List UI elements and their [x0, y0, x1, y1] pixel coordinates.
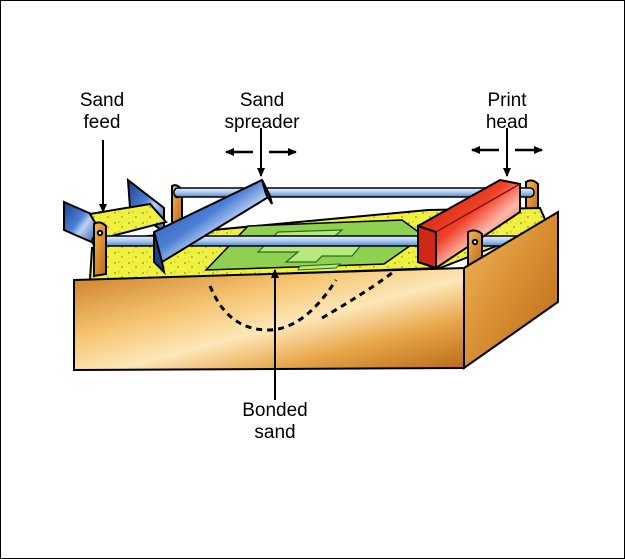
- label-bonded-sand: [232, 400, 318, 444]
- label-bonded-sand-line1: Bonded: [242, 400, 308, 421]
- label-sand-feed-line2: feed: [83, 112, 121, 133]
- label-sand-spreader-line1: Sand: [239, 90, 285, 111]
- label-print-head-line1: Print: [487, 90, 527, 111]
- label-sand-spreader: [214, 90, 310, 134]
- label-bonded-sand-line2: sand: [254, 422, 296, 443]
- motion-arrows: [226, 150, 542, 152]
- label-print-head-line2: head: [485, 112, 529, 133]
- label-sand-feed: [66, 90, 138, 134]
- label-sand-feed-line1: Sand: [79, 90, 125, 111]
- label-print-head: [468, 90, 546, 134]
- box-front: [74, 268, 464, 370]
- label-sand-spreader-line2: spreader: [224, 112, 300, 133]
- sand-feed-hopper: [64, 180, 166, 244]
